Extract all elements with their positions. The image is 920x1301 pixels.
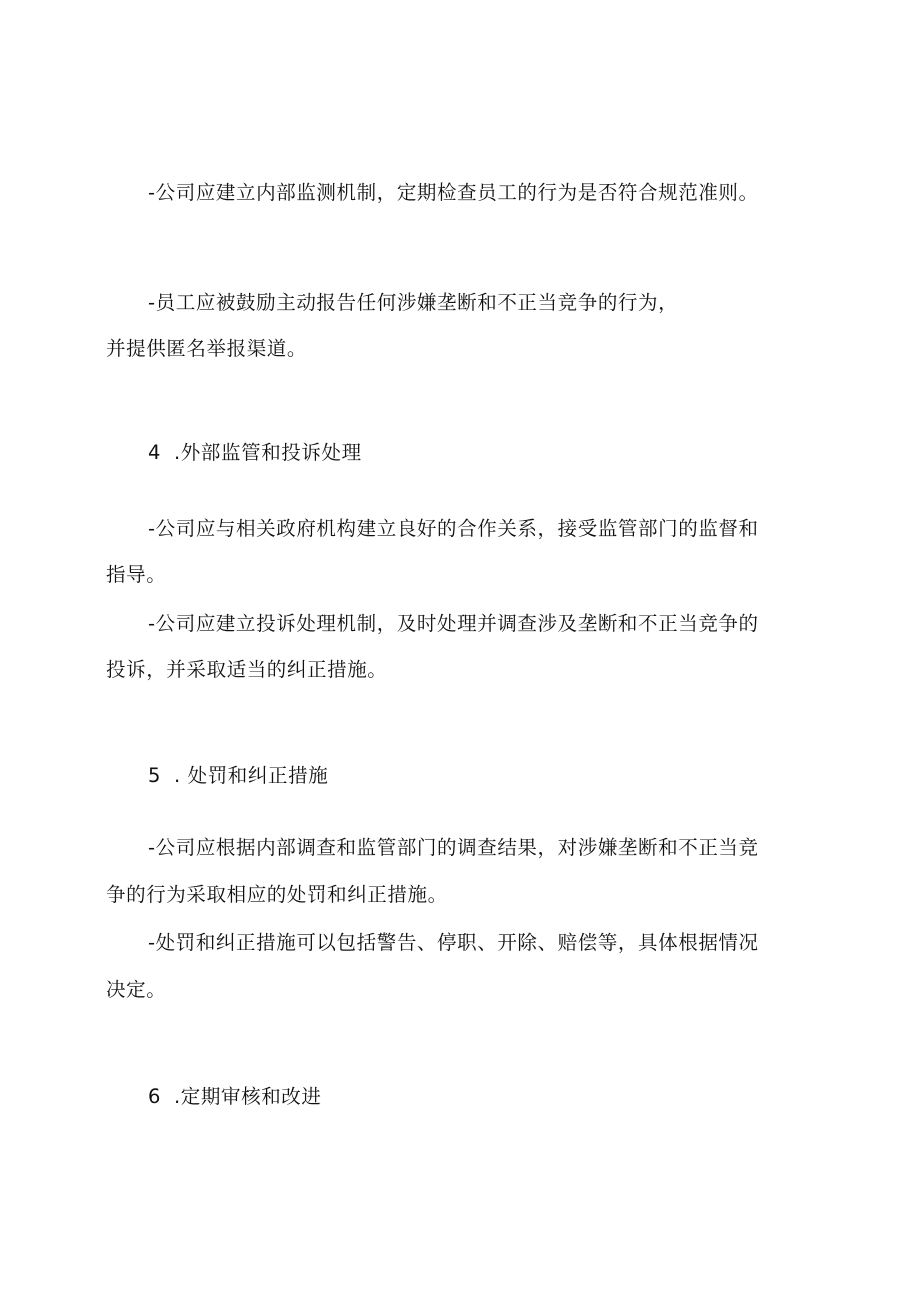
paragraph-complaint-handling-line-2: 投诉，并采取适当的纠正措施。 xyxy=(106,658,388,681)
section-heading-5 xyxy=(148,760,328,792)
section-heading-4 xyxy=(148,437,362,469)
section-title: .定期审核和改进 xyxy=(174,1085,322,1108)
section-title: . 处罚和纠正措施 xyxy=(174,764,329,787)
paragraph-penalty-types-line-1: -处罚和纠正措施可以包括警告、停职、开除、赔偿等，具体根据情况 xyxy=(148,931,759,954)
paragraph-employee-reporting-line-1: -员工应被鼓励主动报告任何涉嫌垄断和不正当竞争的行为， xyxy=(148,291,679,314)
paragraph-employee-reporting-line-2: 并提供匿名举报渠道。 xyxy=(106,337,308,360)
paragraph-penalty-basis-line-1: -公司应根据内部调查和监管部门的调查结果，对涉嫌垄断和不正当竞 xyxy=(148,836,759,859)
section-number: 4 xyxy=(148,441,162,464)
paragraph-gov-cooperation-line-2: 指导。 xyxy=(106,563,167,586)
section-number: 5 xyxy=(148,764,162,787)
section-title: .外部监管和投诉处理 xyxy=(174,441,362,464)
paragraph-penalty-basis-line-2: 争的行为采取相应的处罚和纠正措施。 xyxy=(106,883,448,906)
paragraph-gov-cooperation-line-1: -公司应与相关政府机构建立良好的合作关系，接受监管部门的监督和 xyxy=(148,517,759,540)
section-number: 6 xyxy=(148,1085,162,1108)
section-heading-6 xyxy=(148,1081,322,1113)
paragraph-complaint-handling-line-1: -公司应建立投诉处理机制，及时处理并调查涉及垄断和不正当竞争的 xyxy=(148,612,759,635)
paragraph-internal-monitoring: -公司应建立内部监测机制，定期检查员工的行为是否符合规范准则。 xyxy=(148,181,759,204)
paragraph-penalty-types-line-2: 决定。 xyxy=(106,978,167,1001)
